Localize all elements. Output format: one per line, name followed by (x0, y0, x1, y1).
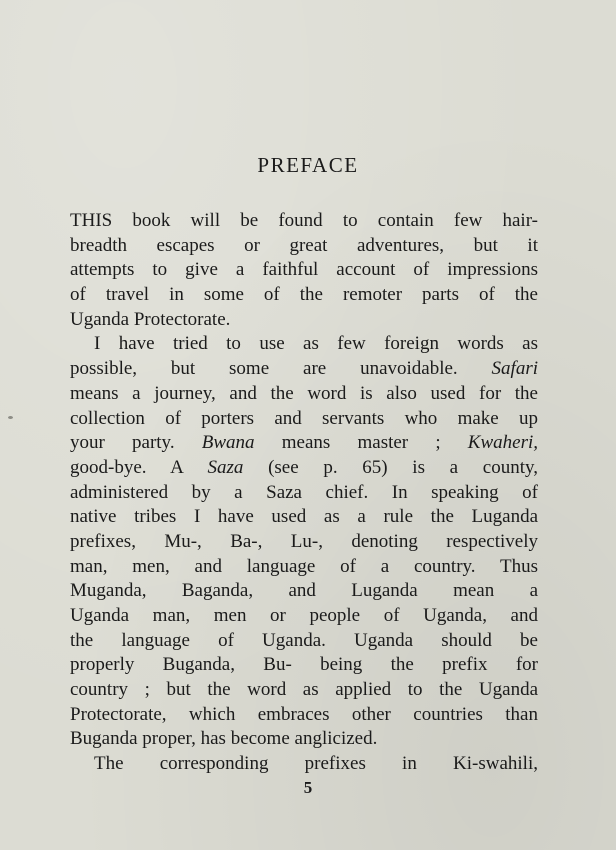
text-line-4: of travel in some of the remoter parts of the (70, 284, 538, 306)
text-line-17: Uganda man, men or people of Uganda, and (70, 605, 538, 626)
text-line-8: means a journey, and the word is also used for the (70, 382, 538, 404)
text-line-6: I have tried to use as few foreign words as (94, 333, 538, 355)
text-line-13: native tribes I have used as a rule the Luganda (70, 506, 538, 528)
text-line-11: good-bye. A Saza (see p. 65) is a county, (70, 456, 538, 478)
text-line-1: THIS book will be found to contain few hair- (70, 210, 538, 231)
text-line-20: country ; but the word as applied to the Uganda (70, 679, 538, 701)
term-kwaheri: Kwaheri, (467, 432, 538, 454)
text-line-2: breadth escapes or great adventures, but it (70, 234, 538, 256)
text-line-9: collection of porters and servants who make up (70, 407, 538, 429)
text-line-7: possible, but some are unavoidable. Safari (70, 358, 538, 380)
text-line-23: The corresponding prefixes in Ki-swahili, (94, 753, 538, 775)
text-line-12: administered by a Saza chief. In speaking of (70, 481, 538, 503)
text-line-5: Uganda Protectorate. (70, 308, 231, 330)
term-saza: Saza (207, 456, 244, 478)
preface-body (70, 209, 538, 777)
text-line-16: Muganda, Baganda, and Luganda mean a (70, 580, 538, 602)
text-line-10: your party. Bwana means master ; Kwaheri, (70, 432, 538, 454)
text-line-3: attempts to give a faithful account of impressions (70, 259, 538, 281)
text-line-21: Protectorate, which embraces other countries than (70, 703, 538, 725)
text-line-22: Buganda proper, has become anglicized. (70, 728, 378, 750)
term-bwana: Bwana (201, 432, 255, 454)
drop-word: THIS (70, 210, 113, 231)
text-line-15: man, men, and language of a country. Thus (70, 555, 538, 577)
page-title: PREFACE (257, 153, 359, 177)
text-line-14: prefixes, Mu-, Ba-, Lu-, denoting respectively (70, 530, 538, 552)
text-line-18: the language of Uganda. Uganda should be (70, 629, 538, 651)
page-number: 5 (303, 778, 313, 797)
paper-speck (8, 416, 13, 419)
text-line-19: properly Buganda, Bu- being the prefix for (70, 654, 538, 676)
term-safari: Safari (491, 358, 538, 380)
